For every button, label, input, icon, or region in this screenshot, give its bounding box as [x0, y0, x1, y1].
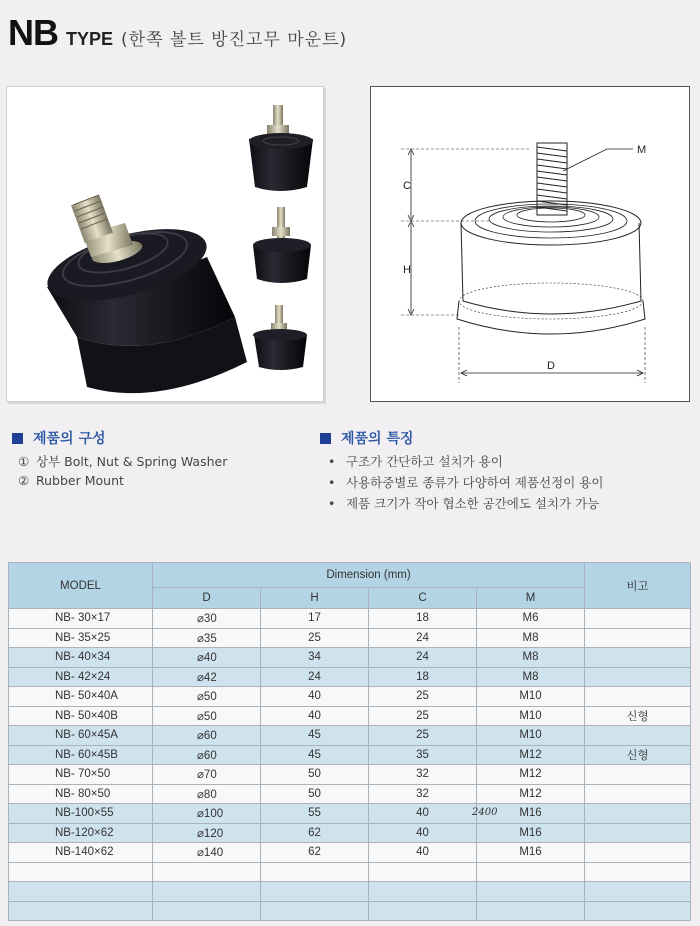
model-cell: NB- 50×40B: [9, 706, 153, 726]
c-cell: 24: [369, 628, 477, 648]
h-cell: 45: [261, 745, 369, 765]
label-m: M: [637, 144, 647, 156]
c-cell: 32: [369, 765, 477, 785]
model-cell: NB-120×62: [9, 823, 153, 843]
composition-item: [18, 473, 124, 488]
m-cell: M10: [477, 687, 585, 707]
m-cell: M6: [477, 609, 585, 629]
table-row: [9, 804, 691, 824]
m-cell: M16: [477, 843, 585, 863]
model-cell: NB- 42×24: [9, 667, 153, 687]
label-h: H: [403, 264, 411, 276]
feature-item: [328, 473, 603, 491]
model-cell: NB-100×55: [9, 804, 153, 824]
table-row: [9, 667, 691, 687]
h-cell: 45: [261, 726, 369, 746]
remark-cell: 신형: [585, 706, 691, 726]
column-header-c: C: [369, 588, 477, 609]
table-row: [9, 843, 691, 863]
m-cell: M12: [477, 784, 585, 804]
remark-cell: [585, 784, 691, 804]
remark-cell: [585, 667, 691, 687]
d-cell: ⌀30: [153, 609, 261, 629]
d-cell: ⌀140: [153, 843, 261, 863]
large-mount-image: [40, 195, 247, 393]
d-cell: ⌀70: [153, 765, 261, 785]
table-row: [9, 823, 691, 843]
c-cell: 18: [369, 667, 477, 687]
square-bullet-icon: [12, 433, 23, 444]
column-header-d: D: [153, 588, 261, 609]
h-cell: 17: [261, 609, 369, 629]
item-marker: •: [328, 496, 336, 511]
title-type: TYPE: [66, 29, 114, 49]
h-cell: 62: [261, 823, 369, 843]
empty-row: [9, 882, 691, 902]
remark-cell: [585, 804, 691, 824]
d-cell: ⌀60: [153, 745, 261, 765]
table-row: [9, 745, 691, 765]
item-text: 구조가 간단하고 설치가 용이: [346, 454, 503, 469]
page-title: [8, 12, 347, 52]
d-cell: ⌀40: [153, 648, 261, 668]
m-cell: M10: [477, 726, 585, 746]
h-cell: 62: [261, 843, 369, 863]
h-cell: 50: [261, 784, 369, 804]
composition-item: [18, 452, 227, 470]
model-cell: NB- 80×50: [9, 784, 153, 804]
table-row: [9, 765, 691, 785]
h-cell: 50: [261, 765, 369, 785]
model-cell: NB- 40×34: [9, 648, 153, 668]
model-cell: NB- 60×45B: [9, 745, 153, 765]
column-header-m: M: [477, 588, 585, 609]
c-cell: 25: [369, 687, 477, 707]
small-mount-image-2: [253, 207, 311, 283]
item-text: Rubber Mount: [36, 473, 124, 488]
label-c: C: [403, 180, 411, 192]
item-marker: •: [328, 454, 336, 469]
dimension-table: [8, 562, 691, 921]
d-cell: ⌀120: [153, 823, 261, 843]
m-cell: M8: [477, 648, 585, 668]
empty-row: [9, 862, 691, 882]
table-row: [9, 628, 691, 648]
composition-heading: [12, 428, 106, 448]
title-korean: (한쪽 볼트 방진고무 마운트): [121, 30, 348, 50]
h-cell: 25: [261, 628, 369, 648]
table-row: [9, 726, 691, 746]
technical-drawing: [371, 87, 689, 401]
table-row: [9, 784, 691, 804]
c-cell: 24: [369, 648, 477, 668]
table-row: [9, 609, 691, 629]
empty-row: [9, 901, 691, 921]
d-cell: ⌀80: [153, 784, 261, 804]
model-cell: NB- 50×40A: [9, 687, 153, 707]
m-cell: M12: [477, 745, 585, 765]
model-cell: NB-140×62: [9, 843, 153, 863]
d-cell: ⌀42: [153, 667, 261, 687]
square-bullet-icon: [320, 433, 331, 444]
h-cell: 24: [261, 667, 369, 687]
c-cell: 40: [369, 823, 477, 843]
table-row: [9, 706, 691, 726]
product-photo: [7, 87, 323, 401]
d-cell: ⌀35: [153, 628, 261, 648]
composition-heading-text: 제품의 구성: [33, 431, 106, 447]
remark-cell: [585, 628, 691, 648]
d-cell: ⌀50: [153, 687, 261, 707]
item-text: 제품 크기가 작아 협소한 공간에도 설치가 가능: [346, 496, 600, 511]
model-cell: NB- 70×50: [9, 765, 153, 785]
remark-cell: [585, 648, 691, 668]
feature-item: [328, 494, 599, 512]
m-cell: M8: [477, 667, 585, 687]
item-text: 상부 Bolt, Nut & Spring Washer: [36, 454, 228, 469]
item-text: 사용하중별로 종류가 다양하여 제품선정이 용이: [346, 475, 604, 490]
feature-item: [328, 452, 503, 470]
item-marker: •: [328, 475, 336, 490]
table-row: [9, 648, 691, 668]
d-cell: ⌀100: [153, 804, 261, 824]
label-d: D: [547, 360, 555, 372]
title-code: NB: [8, 12, 58, 53]
model-cell: NB- 30×17: [9, 609, 153, 629]
c-cell: 35: [369, 745, 477, 765]
dimension-header: Dimension (mm): [153, 563, 585, 588]
h-cell: 34: [261, 648, 369, 668]
h-cell: 55: [261, 804, 369, 824]
m-cell: M16: [477, 804, 585, 824]
remark-cell: [585, 823, 691, 843]
m-cell: M16: [477, 823, 585, 843]
model-cell: NB- 35×25: [9, 628, 153, 648]
h-cell: 40: [261, 687, 369, 707]
m-cell: M8: [477, 628, 585, 648]
remark-cell: [585, 765, 691, 785]
column-header-h: H: [261, 588, 369, 609]
features-heading-text: 제품의 특징: [341, 431, 414, 447]
c-cell: 40: [369, 843, 477, 863]
small-mount-image-3: [253, 305, 307, 370]
c-cell: 40: [369, 804, 477, 824]
remark-header: 비고: [585, 563, 691, 609]
c-cell: 25: [369, 726, 477, 746]
d-cell: ⌀50: [153, 706, 261, 726]
c-cell: 18: [369, 609, 477, 629]
model-cell: NB- 60×45A: [9, 726, 153, 746]
features-heading: [320, 428, 414, 448]
m-cell: M12: [477, 765, 585, 785]
remark-cell: [585, 687, 691, 707]
small-mount-image-1: [249, 105, 313, 191]
m-cell: M10: [477, 706, 585, 726]
technical-drawing-panel: [370, 86, 690, 402]
remark-cell: [585, 726, 691, 746]
remark-cell: 신형: [585, 745, 691, 765]
item-marker: ②: [18, 473, 30, 488]
item-marker: ①: [18, 454, 30, 469]
table-row: [9, 687, 691, 707]
remark-cell: [585, 609, 691, 629]
handwritten-note: 2400: [472, 807, 498, 818]
c-cell: 32: [369, 784, 477, 804]
h-cell: 40: [261, 706, 369, 726]
remark-cell: [585, 843, 691, 863]
c-cell: 25: [369, 706, 477, 726]
d-cell: ⌀60: [153, 726, 261, 746]
product-photo-panel: [6, 86, 324, 402]
model-header: MODEL: [9, 563, 153, 609]
